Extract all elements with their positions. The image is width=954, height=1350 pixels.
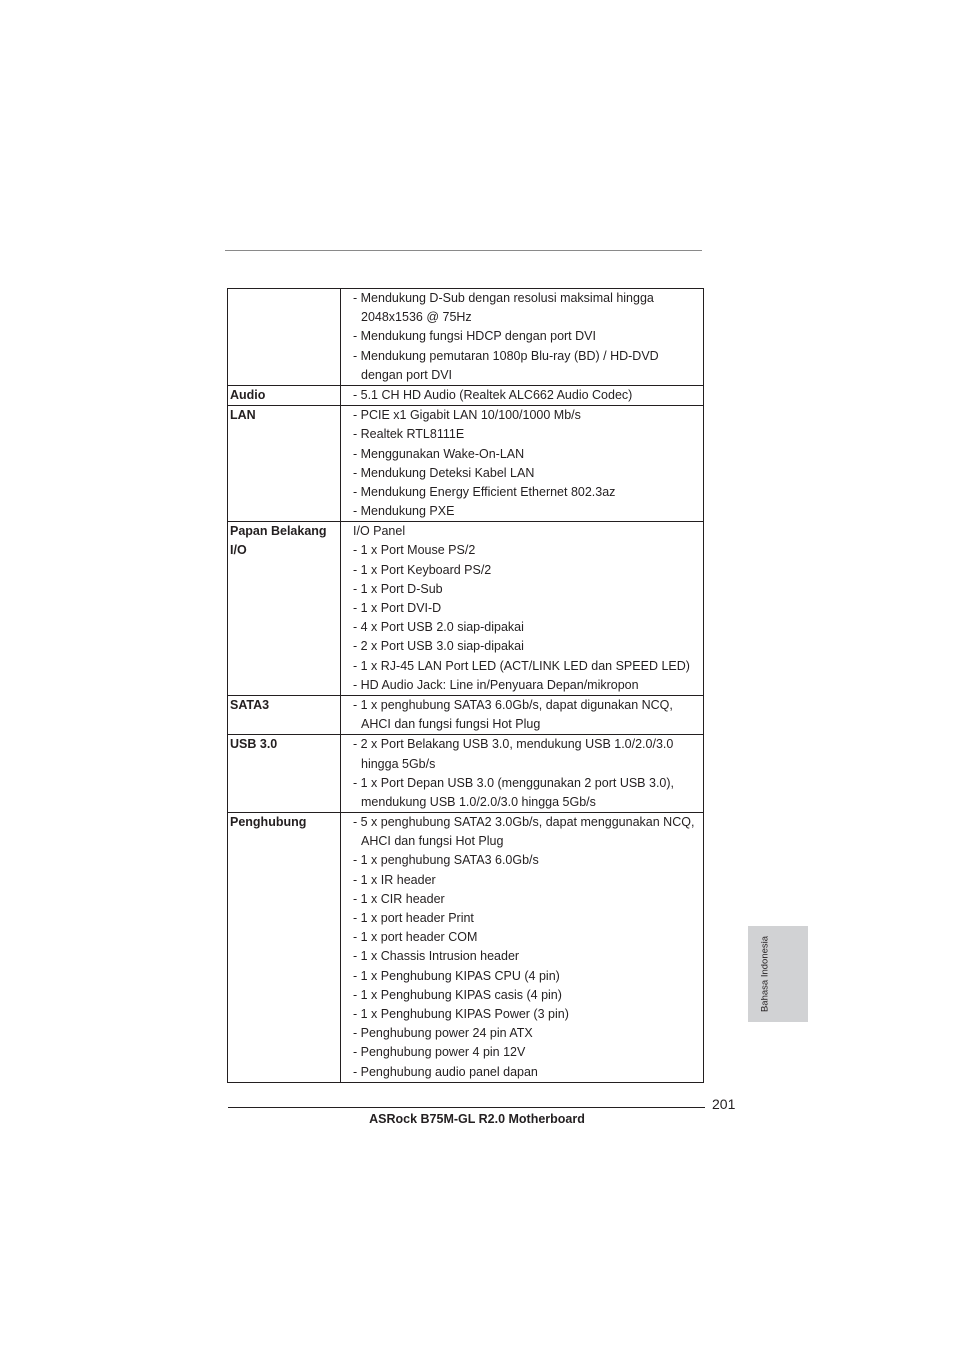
page-number: 201: [712, 1096, 736, 1112]
spec-row: [228, 385, 704, 405]
spec-label: SATA3: [230, 697, 270, 712]
spec-value-line: hingga 5Gb/s: [361, 756, 436, 771]
spec-row: [228, 289, 704, 386]
spec-label: Audio: [230, 387, 266, 402]
spec-value-line: - Mendukung fungsi HDCP dengan port DVI: [353, 329, 596, 344]
spec-value-line: 2048x1536 @ 75Hz: [361, 310, 472, 325]
spec-label-cell: [228, 289, 341, 386]
spec-label-cell: [228, 695, 341, 734]
spec-value-line: - 1 x Port Keyboard PS/2: [353, 562, 492, 577]
spec-value-line: - Penghubung power 24 pin ATX: [353, 1026, 533, 1041]
spec-value-line: - 1 x Port Depan USB 3.0 (menggunakan 2 port USB 3.0),: [353, 775, 675, 790]
spec-label-cell: [228, 385, 341, 405]
footer-product: ASRock B75M-GL R2.0 Motherboard: [369, 1112, 585, 1126]
spec-label-cell: [228, 735, 341, 813]
spec-label: I/O: [230, 543, 247, 558]
spec-values-cell: [341, 735, 704, 813]
spec-label-cell: [228, 813, 341, 1083]
spec-value-line: - 1 x Penghubung KIPAS CPU (4 pin): [353, 968, 560, 983]
spec-label-cell: [228, 406, 341, 522]
spec-row: [228, 813, 704, 1083]
spec-value-line: dengan port DVI: [361, 367, 453, 382]
footer-rule: [228, 1107, 705, 1108]
spec-label: USB 3.0: [230, 737, 278, 752]
spec-table: [227, 288, 704, 1083]
spec-value-line: - Penghubung power 4 pin 12V: [353, 1045, 526, 1060]
spec-table-body: [228, 289, 704, 1083]
spec-values-cell: [341, 695, 704, 734]
spec-value-line: I/O Panel: [353, 524, 406, 539]
spec-value-line: - 1 x Chassis Intrusion header: [353, 949, 520, 964]
spec-value-line: - Mendukung Deteksi Kabel LAN: [353, 465, 535, 480]
spec-value-line: - 1 x penghubung SATA3 6.0Gb/s: [353, 853, 539, 868]
spec-row: [228, 406, 704, 522]
spec-value-line: - Realtek RTL8111E: [353, 427, 465, 442]
spec-value-line: - Mendukung D-Sub dengan resolusi maksimal hingga: [353, 291, 654, 305]
spec-row: [228, 522, 704, 696]
spec-value-line: - 1 x port header COM: [353, 930, 478, 945]
spec-value-line: mendukung USB 1.0/2.0/3.0 hingga 5Gb/s: [361, 794, 596, 809]
spec-value-line: - Menggunakan Wake-On-LAN: [353, 446, 525, 461]
language-side-tab: [748, 926, 808, 1022]
header-rule: [225, 250, 702, 251]
spec-values-cell: [341, 289, 704, 386]
language-tab-label: Bahasa Indonesia: [759, 935, 771, 1013]
spec-row: [228, 695, 704, 734]
spec-value-line: - HD Audio Jack: Line in/Penyuara Depan/mikropon: [353, 677, 639, 692]
spec-value-line: - Penghubung audio panel dapan: [353, 1064, 538, 1079]
spec-value-line: - 1 x IR header: [353, 872, 436, 887]
spec-value-line: - 5 x penghubung SATA2 3.0Gb/s, dapat menggunakan NCQ,: [353, 815, 695, 830]
spec-value-line: - 1 x CIR header: [353, 891, 445, 906]
spec-label: Papan Belakang: [230, 524, 327, 539]
spec-value-line: - 1 x Port DVI-D: [353, 601, 442, 615]
spec-value-line: - 1 x penghubung SATA3 6.0Gb/s, dapat digunakan NCQ,: [353, 697, 673, 712]
spec-values-cell: [341, 522, 704, 696]
spec-value-line: - 5.1 CH HD Audio (Realtek ALC662 Audio Codec): [353, 387, 633, 402]
spec-value-line: - 2 x Port USB 3.0 siap-dipakai: [353, 639, 524, 654]
spec-value-line: - 1 x RJ-45 LAN Port LED (ACT/LINK LED dan SPEED LED): [353, 658, 690, 673]
spec-values-cell: [341, 385, 704, 405]
spec-label: Penghubung: [230, 815, 307, 830]
spec-value-line: - PCIE x1 Gigabit LAN 10/100/1000 Mb/s: [353, 408, 581, 423]
spec-value-line: AHCI dan fungsi Hot Plug: [361, 834, 504, 849]
spec-value-line: - 1 x port header Print: [353, 911, 474, 925]
spec-value-line: - 2 x Port Belakang USB 3.0, mendukung USB 1.0/2.0/3.0: [353, 737, 674, 752]
spec-value-line: - 1 x Port D-Sub: [353, 581, 443, 596]
spec-value-line: - Mendukung PXE: [353, 504, 455, 519]
spec-value-line: - 1 x Port Mouse PS/2: [353, 543, 476, 558]
spec-values-cell: [341, 406, 704, 522]
spec-row: [228, 735, 704, 813]
spec-value-line: - 1 x Penghubung KIPAS Power (3 pin): [353, 1006, 569, 1021]
spec-value-line: - 4 x Port USB 2.0 siap-dipakai: [353, 620, 524, 635]
spec-value-line: - Mendukung Energy Efficient Ethernet 802.3az: [353, 484, 616, 499]
spec-label-cell: [228, 522, 341, 696]
spec-value-line: - Mendukung pemutaran 1080p Blu-ray (BD) / HD-DVD: [353, 348, 659, 363]
spec-value-line: AHCI dan fungsi fungsi Hot Plug: [361, 717, 541, 732]
spec-label: LAN: [230, 408, 256, 423]
spec-values-cell: [341, 813, 704, 1083]
spec-value-line: - 1 x Penghubung KIPAS casis (4 pin): [353, 987, 562, 1002]
